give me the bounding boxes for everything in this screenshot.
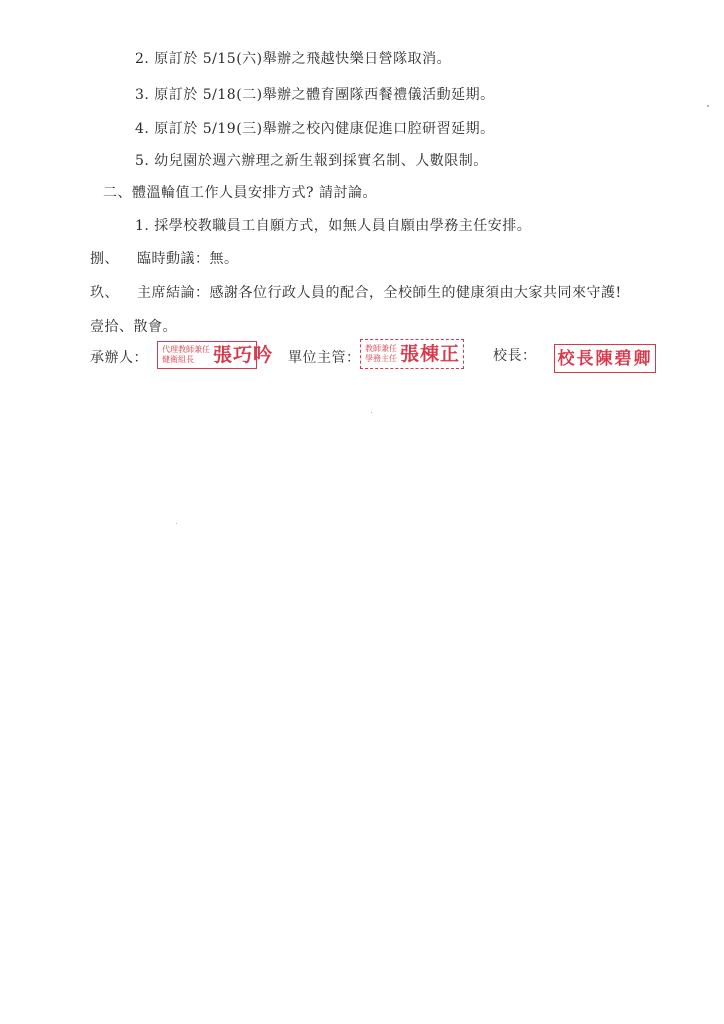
organizer-stamp-title-2: 健衛組長 <box>162 355 194 364</box>
supervisor-stamp-titles <box>365 344 397 364</box>
scan-speck <box>176 523 177 524</box>
agenda-item-4: 4. 原訂於 5/19(三)舉辦之校內健康促進口腔研習延期。 <box>135 121 495 137</box>
supervisor-stamp <box>360 339 464 369</box>
section-2-item-1: 1. 採學校教職員工自願方式，如無人員自願由學務主任安排。 <box>135 218 532 234</box>
supervisor-stamp-title-2: 學務主任 <box>365 354 397 363</box>
agenda-item-2: 2. 原訂於 5/15(六)舉辦之飛越快樂日營隊取消。 <box>135 51 452 67</box>
conclusion-label: 玖、 <box>90 285 119 301</box>
section-2-title: 二、體溫輪值工作人員安排方式? 請討論。 <box>103 185 377 201</box>
motion-text: 臨時動議：無。 <box>137 251 239 267</box>
organizer-stamp-titles <box>162 345 210 365</box>
supervisor-stamp-name: 張棟正 <box>400 343 461 365</box>
supervisor-label: 單位主管： <box>288 350 361 366</box>
principal-stamp <box>554 344 656 373</box>
scan-speck <box>707 105 709 107</box>
organizer-label: 承辦人： <box>90 350 148 366</box>
adjourn-line: 壹拾、散會。 <box>90 319 177 335</box>
organizer-stamp-name: 張巧吟 <box>213 344 274 366</box>
agenda-item-5: 5. 幼兒園於週六辦理之新生報到採實名制、人數限制。 <box>135 153 488 169</box>
agenda-item-3: 3. 原訂於 5/18(二)舉辦之體育團隊西餐禮儀活動延期。 <box>135 87 495 103</box>
principal-stamp-text: 校長陳碧卿 <box>557 348 653 369</box>
organizer-stamp-title-1: 代理教師兼任 <box>162 345 210 354</box>
organizer-stamp <box>157 341 274 369</box>
conclusion-text: 主席結論：感謝各位行政人員的配合，全校師生的健康須由大家共同來守護! <box>137 285 622 301</box>
supervisor-stamp-title-1: 教師兼任 <box>365 344 397 353</box>
motion-label: 捌、 <box>90 251 119 267</box>
scan-speck <box>371 412 372 413</box>
principal-label: 校長： <box>493 348 537 364</box>
